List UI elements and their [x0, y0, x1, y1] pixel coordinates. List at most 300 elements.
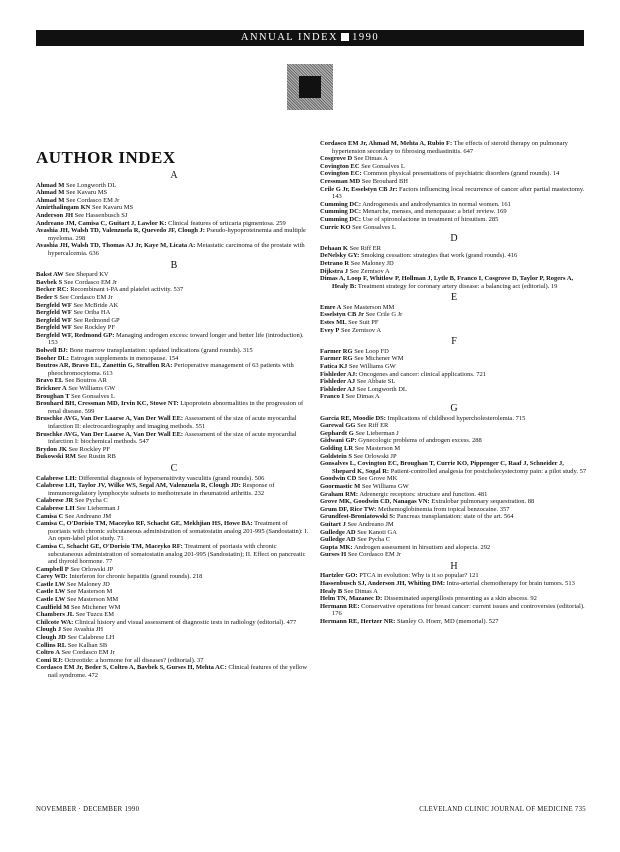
- index-entry: [36, 227, 312, 242]
- entry-text: Methemoglobinemia from topical benzocaine. 357: [376, 505, 510, 513]
- entry-text: See Redmond GP: [71, 316, 120, 324]
- entry-text: Oncogenes and cancer: clinical applications. 721: [357, 370, 486, 378]
- entry-author: Bergfeld WF, Redmond GP:: [36, 331, 115, 339]
- index-entry: [320, 415, 588, 423]
- index-entry: [36, 520, 312, 543]
- entry-text: See Gonsalves L: [350, 223, 396, 231]
- index-entry: [320, 483, 588, 491]
- entry-author: Crile G Jr, Esselstyn CB Jr:: [320, 185, 398, 193]
- index-entry: [320, 355, 588, 363]
- entry-text: See Longworth DL: [64, 181, 117, 189]
- entry-text: See Kanoti GA: [355, 528, 397, 536]
- index-entry: [320, 378, 588, 386]
- entry-text: Implications of childhood hypercholesterolemia. 715: [385, 414, 526, 422]
- entry-text: The effects of steroid therapy on pulmonary hypertension secondary to fibrosing mediastinitis. 647: [332, 140, 568, 155]
- index-entry: [36, 242, 312, 257]
- entry-author: Chambers JL: [36, 611, 75, 619]
- index-entry: [320, 178, 588, 186]
- entry-text: See Michener WM: [352, 355, 404, 363]
- footer-journal: CLEVELAND CLINIC JOURNAL OF MEDICINE 735: [419, 806, 586, 813]
- entry-author: Beder S: [36, 293, 58, 301]
- index-entry: [320, 216, 588, 224]
- entry-text: See Lieberman J: [353, 429, 399, 437]
- index-entry: [320, 422, 588, 430]
- index-entry: [36, 182, 312, 190]
- left-column: [36, 168, 312, 680]
- index-entry: [320, 603, 588, 618]
- entry-author: Healy B: [320, 587, 343, 595]
- index-entry: [36, 400, 312, 415]
- index-entry: [320, 588, 588, 596]
- entry-author: Comi RJ:: [36, 656, 63, 664]
- entry-text: Lipoprotein abnormalities in the progression of renal disease. 599: [48, 400, 304, 415]
- index-entry: [320, 140, 588, 155]
- index-entry: [36, 497, 312, 505]
- entry-author: Calabrese LH: [36, 504, 75, 512]
- index-entry: [36, 431, 312, 446]
- entry-text: Pancreas transplantation: state of the art. 564: [395, 513, 514, 521]
- entry-author: Gulledge AD: [320, 528, 356, 536]
- entry-author: Calabrese LH, Taylor JV, Wilke WS, Segal AM, Valenzuela R, Clough JD:: [36, 482, 241, 490]
- index-entry: [320, 506, 588, 514]
- entry-text: Interferon for chronic hepatitis (grand rounds). 218: [67, 573, 203, 581]
- entry-text: See Calabrese LH: [65, 634, 115, 642]
- index-entry: [320, 163, 588, 171]
- entry-text: See Shepard KV: [63, 271, 109, 279]
- entry-author: Goodwin CD: [320, 475, 357, 483]
- entry-text: See Williams GW: [66, 385, 116, 393]
- entry-author: Graham RM:: [320, 490, 359, 498]
- entry-text: Metastatic carcinoma of the prostate with hypercalcemia. 636: [48, 242, 305, 257]
- entry-author: Andreano JM, Camisa C, Guitart J, Lawlor K:: [36, 219, 167, 227]
- index-entry: [36, 271, 312, 279]
- entry-author: Hermann RE:: [320, 602, 360, 610]
- entry-text: See Boutros AR: [63, 377, 107, 385]
- entry-author: Bergfeld WF: [36, 324, 72, 332]
- entry-author: Cumming DC:: [320, 215, 361, 223]
- entry-text: PTCA in evolution: Why is it so popular? 121: [357, 572, 479, 580]
- entry-author: Camisa C, Schacht GE, O'Dorisio TM, Maceyko RF:: [36, 542, 183, 550]
- index-entry: [36, 197, 312, 205]
- index-entry: [36, 566, 312, 574]
- entry-text: See Gonsalves L: [359, 162, 405, 170]
- entry-author: Estes ML: [320, 319, 347, 327]
- running-header: [36, 30, 584, 46]
- index-entry: [320, 551, 588, 559]
- index-entry: [36, 415, 312, 430]
- entry-text: See Andreano JM: [345, 520, 394, 528]
- entry-text: See Rockley PF: [71, 324, 115, 332]
- entry-text: See Riff ER: [355, 422, 389, 430]
- entry-text: Androgenesis and androdynamics in normal women. 161: [361, 200, 511, 208]
- footer-date: NOVEMBER · DECEMBER 1990: [36, 806, 140, 813]
- entry-text: Clinical features of urticaria pigmentosa. 259: [166, 219, 286, 227]
- entry-author: Calabrese LH:: [36, 474, 77, 482]
- header-right: 1990: [352, 32, 380, 43]
- entry-author: Grove MK, Goodwin CD, Nanagas VN:: [320, 498, 430, 506]
- entry-author: Gupta MK:: [320, 543, 353, 551]
- entry-text: See Kavaru MS: [64, 189, 108, 197]
- index-entry: [36, 189, 312, 197]
- index-entry: [320, 498, 588, 506]
- section-letter: G: [450, 403, 458, 414]
- entry-text: See Zerntsov A: [347, 267, 390, 275]
- index-entry: [320, 393, 588, 401]
- index-entry: [320, 445, 588, 453]
- entry-author: Gidwani GP:: [320, 437, 357, 445]
- entry-text: Stanley O. Hoerr, MD (memorial). 527: [395, 618, 499, 626]
- index-entry: [320, 521, 588, 529]
- section-letter: H: [450, 560, 458, 572]
- entry-text: See Cordasco EM Jr: [62, 278, 118, 286]
- index-entry: [36, 317, 312, 325]
- entry-text: See Abbate SL: [355, 378, 396, 386]
- entry-author: Fatica KJ: [320, 363, 348, 371]
- entry-text: See Loop FD: [352, 347, 389, 355]
- entry-text: See Grove MK: [356, 475, 398, 483]
- entry-text: Adrenergic receptors: structure and function. 481: [358, 490, 488, 498]
- index-entry: [36, 513, 312, 521]
- entry-author: Brydon JK: [36, 445, 67, 453]
- entry-text: Treatment of psoriasis with chronic subcutaneous administration of somatostatin analog 201-995 (Sandostatin): I. An open-label pilot study. 71: [48, 520, 309, 543]
- entry-text: See Cordasco EM Jr: [59, 649, 115, 657]
- header-left: ANNUAL INDEX: [240, 32, 339, 43]
- entry-author: Dijkstra J: [320, 267, 348, 275]
- index-entry: [36, 204, 312, 212]
- entry-text: See Avashia JH: [61, 626, 104, 634]
- entry-text: See McBride AK: [71, 301, 119, 309]
- index-entry: [36, 619, 312, 627]
- index-entry: [36, 657, 312, 665]
- entry-author: Collins RL: [36, 641, 67, 649]
- entry-text: See Rustin RB: [75, 453, 116, 461]
- entry-author: Fishleder AJ:: [320, 370, 358, 378]
- entry-author: Castle LW: [36, 588, 66, 596]
- entry-author: Ahmad M: [36, 181, 65, 189]
- index-entry: [36, 212, 312, 220]
- entry-author: Esselstyn CB Jr: [320, 311, 365, 319]
- entry-author: Cordasco EM Jr, Ahmad M, Mehta A, Rubio F:: [320, 140, 453, 147]
- section-letter: D: [450, 233, 458, 245]
- entry-text: Octreotide: a hormone for all diseases? (editorial). 37: [62, 656, 204, 664]
- section-letter: B: [170, 259, 178, 271]
- entry-text: See Maloney JD: [349, 259, 394, 267]
- entry-author: Booher DL:: [36, 354, 69, 362]
- entry-author: Dehaan K: [320, 244, 348, 252]
- index-entry: [36, 332, 312, 347]
- journal-logo-icon: [287, 64, 333, 110]
- entry-author: Bakst AW: [36, 271, 64, 279]
- index-entry: [320, 268, 588, 276]
- entry-text: Perioperative management of 63 patients with pheochromocytoma. 613: [48, 362, 294, 377]
- entry-author: Cumming DC:: [320, 200, 361, 208]
- index-entry: [320, 186, 588, 201]
- entry-text: Managing androgen excess: toward longer and better life (introduction). 153: [48, 331, 304, 347]
- entry-author: Bruschke AVG, Van Der Laarse A, Van Der Wall EE:: [36, 430, 184, 438]
- entry-author: Camisa C: [36, 512, 64, 520]
- index-entry: [36, 385, 312, 393]
- entry-author: Gulledge AD: [320, 536, 356, 544]
- index-entry: [320, 529, 588, 537]
- entry-text: Assessment of the size of acute myocardial infarction II: electrocardiography and imaging methods. 551: [48, 415, 297, 430]
- entry-author: Goormastic M: [320, 482, 361, 490]
- entry-author: Bruschke AVG, Van Der Laarse A, Van Der Wall EE:: [36, 415, 184, 423]
- entry-author: Franco I: [320, 393, 345, 401]
- entry-text: Response of immunoregulatory lymphocyte subsets to methotrexate in rheumatoid arthritis. 232: [48, 482, 275, 497]
- index-entry: [36, 596, 312, 604]
- entry-text: See Suit PF: [346, 319, 379, 327]
- index-entry: [320, 453, 588, 461]
- entry-text: Smoking cessation: strategies that work (grand rounds). 416: [359, 252, 518, 260]
- entry-author: Avashia JH, Walsh TD, Valenzuela R, Quevedo JF, Clough J:: [36, 227, 205, 235]
- index-entry: [36, 604, 312, 612]
- entry-text: Assessment of the size of acute myocardial infarction I: biochemical methods. 547: [48, 430, 297, 446]
- index-entry: [36, 453, 312, 461]
- entry-author: Gurses H: [320, 551, 347, 559]
- entry-text: See Masterson MM: [341, 303, 395, 311]
- entry-author: Bukowski RM: [36, 453, 76, 461]
- index-entry: [36, 642, 312, 650]
- index-entry: [320, 460, 588, 475]
- entry-author: Bravo EL: [36, 377, 64, 385]
- entry-author: Ahmad M: [36, 196, 65, 204]
- entry-text: Extralobar pulmonary sequestration. 88: [429, 498, 535, 506]
- entry-author: Caulfield M: [36, 603, 70, 611]
- entry-author: Campbell P: [36, 565, 69, 573]
- index-entry: [320, 544, 588, 552]
- index-entry: [320, 245, 588, 253]
- index-entry: [36, 294, 312, 302]
- index-entry: [36, 393, 312, 401]
- page-title: AUTHOR INDEX: [36, 148, 176, 167]
- entry-author: Hartzler GO:: [320, 572, 358, 580]
- index-entry: [36, 279, 312, 287]
- index-entry: [320, 491, 588, 499]
- index-entry: [320, 224, 588, 232]
- entry-text: See Pycha C: [355, 536, 391, 544]
- entry-author: Curric KO: [320, 223, 351, 231]
- entry-text: See Crile G Jr: [364, 311, 403, 319]
- entry-text: See Williams GW: [360, 482, 409, 490]
- index-entry: [36, 649, 312, 657]
- section-letter: F: [451, 336, 457, 348]
- section-letter: A: [170, 170, 178, 181]
- entry-text: See Masterson M: [353, 444, 401, 452]
- entry-text: See Maloney JD: [65, 580, 110, 588]
- entry-text: See Riff ER: [348, 244, 381, 252]
- entry-text: See Masterson MM: [65, 596, 119, 604]
- index-entry: [320, 371, 588, 379]
- entry-author: Camisa C, O'Dorisio TM, Maceyko RF, Schacht GE, Mekhjian HS, Howe BA:: [36, 520, 253, 528]
- entry-text: Pseudo-hypoproteinemia and multiple myeloma. 298: [48, 227, 306, 242]
- index-entry: [36, 347, 312, 355]
- index-entry: [36, 482, 312, 497]
- entry-author: Grundfest-Broniatowski S:: [320, 513, 396, 521]
- entry-text: See Orlowski JP: [351, 452, 397, 460]
- entry-text: Treatment of psoriasis with chronic subcutaneous administration of somatostatin analog 201-995 (Sandostatin); II. Effect on pancreatic and thyroid hormone. 77: [48, 542, 306, 566]
- entry-text: Factors influencing local recurrence of cancer after partial mastectomy. 143: [332, 185, 585, 201]
- entry-text: See Cordasco EM Jr: [64, 196, 120, 204]
- entry-author: Covington EC: [320, 162, 360, 170]
- entry-author: Bergfeld WF: [36, 309, 72, 317]
- entry-author: Becker RC:: [36, 286, 69, 294]
- entry-author: Cressman MD: [320, 177, 361, 185]
- entry-text: See Kavaru MS: [90, 204, 134, 212]
- entry-author: Cordasco EM Jr, Beder S, Coltro A, Bavbek S, Gurses H, Mehta AC:: [36, 664, 227, 672]
- entry-author: Clough J: [36, 626, 62, 634]
- entry-author: Broughan T: [36, 392, 70, 400]
- entry-text: Clinical features of the yellow nail syndrome. 472: [48, 664, 308, 679]
- entry-author: Coltro A: [36, 649, 60, 657]
- entry-author: Amirthalingam KN: [36, 204, 91, 212]
- index-entry: [320, 363, 588, 371]
- entry-author: Dimas A, Loop F, Whitlow P, Hollman J, Lytle B, Franco I, Cosgrove D, Taylor P, Rogers A, Healy B:: [320, 275, 574, 290]
- index-entry: [36, 505, 312, 513]
- entry-text: See Lieberman J: [74, 504, 120, 512]
- entry-text: See Brouhard BH: [360, 177, 408, 185]
- entry-text: See Dimas A: [342, 587, 378, 595]
- entry-text: See Tuzcu EM: [74, 611, 115, 619]
- entry-text: See Pycha C: [73, 497, 108, 505]
- entry-author: Guitart J: [320, 520, 346, 528]
- index-entry: [320, 311, 588, 319]
- entry-text: See Gonsalves L: [69, 392, 115, 400]
- square-icon: [341, 33, 349, 41]
- index-entry: [320, 437, 588, 445]
- entry-author: Garewal GG: [320, 422, 356, 430]
- index-entry: [36, 543, 312, 566]
- index-entry: [36, 446, 312, 454]
- index-entry: [320, 201, 588, 209]
- entry-text: See Cordasco EM Jr: [57, 293, 113, 301]
- entry-text: Gynecologic problems of androgen excess. 288: [356, 437, 482, 445]
- entry-author: Bolwell BJ:: [36, 347, 68, 355]
- entry-author: Cosgrove D: [320, 155, 353, 163]
- entry-author: Emre A: [320, 303, 342, 311]
- entry-author: Golding LR: [320, 444, 354, 452]
- index-entry: [36, 611, 312, 619]
- entry-text: Clinical history and visual assessment of diagnostic tests in radiology (editorial). 477: [73, 618, 297, 626]
- entry-author: Farmer RG: [320, 347, 353, 355]
- index-entry: [320, 155, 588, 163]
- index-entry: [320, 513, 588, 521]
- index-entry: [36, 573, 312, 581]
- entry-author: Garcia RE, Moodie DS:: [320, 414, 386, 422]
- index-entry: [320, 208, 588, 216]
- index-entry: [36, 664, 312, 679]
- index-entry: [320, 170, 588, 178]
- entry-text: See Kalhan SB: [66, 641, 108, 649]
- entry-text: See Dimas A: [344, 393, 380, 401]
- entry-author: Grum DF, Rice TW:: [320, 505, 377, 513]
- index-entry: [36, 588, 312, 596]
- index-entry: [320, 430, 588, 438]
- index-entry: [320, 595, 588, 603]
- entry-text: Estrogen supplements in menopause. 154: [68, 354, 179, 362]
- entry-text: Bone marrow transplantation: updated indications (grand rounds). 315: [67, 347, 253, 355]
- entry-text: See Oriba HA: [71, 309, 111, 317]
- entry-text: See Michener WM: [69, 603, 121, 611]
- entry-author: DeNelsky GY:: [320, 252, 360, 260]
- entry-text: Differential diagnosis of hypersensitivity vasculitis (grand rounds). 506: [76, 474, 265, 482]
- index-entry: [320, 304, 588, 312]
- entry-text: Common physical presentations of psychiatric disorders (grand rounds). 14: [361, 170, 560, 178]
- entry-text: See Zerntsov A: [339, 326, 382, 334]
- index-entry: [320, 252, 588, 260]
- entry-text: Treatment strategy for coronary artery disease: a balancing act (editorial). 19: [356, 282, 558, 290]
- entry-text: See Dimas A: [352, 155, 388, 163]
- entry-text: See Orlowski JP: [68, 565, 114, 573]
- index-entry: [320, 386, 588, 394]
- index-entry: [320, 319, 588, 327]
- entry-author: Gonsalves L, Covington EC, Broughan T, Currie KO, Pippenger C, Raaf J, Schneider J, Shepard K, Sogal R:: [320, 460, 564, 475]
- entry-author: Goldstein S: [320, 452, 352, 460]
- entry-text: See Masterson M: [65, 588, 113, 596]
- entry-text: See Longworth DL: [355, 385, 407, 393]
- index-entry: [36, 475, 312, 483]
- entry-author: Evey P: [320, 326, 340, 334]
- entry-text: Use of spironolactone in treatment of hirsutism. 285: [361, 215, 499, 223]
- index-entry: [36, 581, 312, 589]
- entry-author: Chilcote WA:: [36, 618, 74, 626]
- index-entry: [320, 260, 588, 268]
- section-letter: E: [450, 292, 458, 304]
- index-entry: [36, 634, 312, 642]
- entry-author: Cumming DC:: [320, 208, 361, 216]
- entry-author: Fishleder AJ: [320, 385, 356, 393]
- entry-text: Intra-arterial chemotherapy for brain tumors. 513: [445, 580, 575, 588]
- entry-author: Covington EC:: [320, 170, 362, 178]
- index-entry: [36, 324, 312, 332]
- entry-author: Fishleder AJ: [320, 378, 356, 386]
- entry-author: Helm TN, Mazanec D:: [320, 595, 383, 603]
- entry-author: Calabrese JR: [36, 497, 74, 505]
- entry-author: Gephardt G: [320, 429, 354, 437]
- entry-author: Hermann RE, Hertzer NR:: [320, 618, 396, 626]
- index-entry: [36, 286, 312, 294]
- entry-text: Conservative operations for breast cancer: current issues and controversies (editorial). 176: [332, 602, 585, 618]
- entry-text: See Williams GW: [347, 363, 396, 371]
- entry-author: Bergfeld WF: [36, 316, 72, 324]
- entry-author: Brouhard BH, Cressman MD, Irvin KC, Stowe NT:: [36, 400, 179, 408]
- entry-author: Bergfeld WF: [36, 301, 72, 309]
- right-column: [320, 140, 588, 626]
- index-entry: [320, 536, 588, 544]
- entry-text: Androgen assessment in hirsutism and alopecia. 292: [352, 543, 491, 551]
- index-entry: [320, 327, 588, 335]
- entry-author: Ahmad M: [36, 189, 65, 197]
- entry-author: Castle LW: [36, 596, 66, 604]
- entry-author: Farmer RG: [320, 355, 353, 363]
- entry-text: Disseminated aspergillosis presenting as a skin abscess. 92: [382, 595, 537, 603]
- entry-text: Menarche, menses, and menopause: a brief review. 169: [361, 208, 507, 216]
- entry-text: Recombinant t-PA and platelet activity. 537: [68, 286, 184, 294]
- entry-text: Patient-controlled analgesia for postcholecystectomy pain: a pilot study. 57: [389, 467, 587, 475]
- entry-author: Detrano R: [320, 259, 350, 267]
- index-entry: [36, 220, 312, 228]
- entry-text: See Andreano JM: [63, 512, 112, 520]
- entry-text: See Cordasco EM Jr: [346, 551, 402, 559]
- index-entry: [320, 618, 588, 626]
- index-entry: [320, 275, 588, 290]
- entry-author: Bavbek S: [36, 278, 63, 286]
- index-entry: [320, 475, 588, 483]
- section-letter: C: [170, 462, 178, 474]
- entry-author: Boutros AR, Bravo EL, Zanettin G, Straffon RA:: [36, 362, 173, 370]
- index-entry: [320, 580, 588, 588]
- entry-author: Brickner A: [36, 385, 67, 393]
- index-entry: [36, 302, 312, 310]
